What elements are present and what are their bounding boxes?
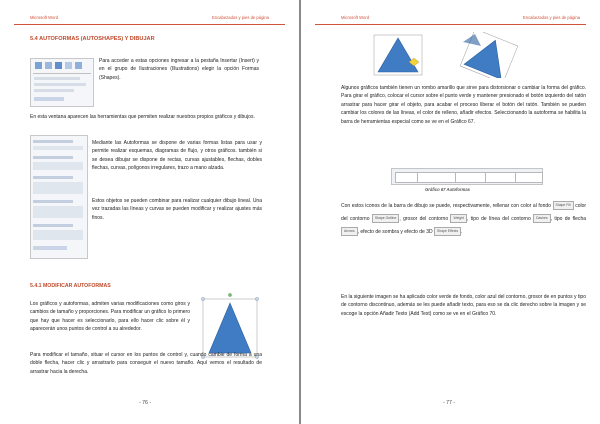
shape-row [34,83,86,86]
chart-icon [75,62,82,69]
para2-part-d: tipo de línea del contorno [470,216,531,222]
header-rule [315,24,586,25]
shape-outline-button[interactable]: Shape Outline [372,214,400,223]
gallery-heading [33,140,73,143]
paragraph-3: En la siguiente imagen se ha aplicado color verde de fondo, color azul del contorno, grosor de en puntos y tipo de contorno discontinuo, además se les puede añadir texto, para eso se da clic derecho sobre la imagen y se escoge la opción Añadir Texto (Add Text) como se ve en el Gráfico 70. [341,294,586,317]
gallery-heading [33,200,73,203]
para2-part-c: grosor del contorno [403,216,449,222]
para2-part-a: Con estos iconos de la barra de dibujo se puede, respectivamente, rellenar con color al fondo [341,203,551,209]
weight-button[interactable]: Weight [450,214,467,223]
clipart-icon [45,62,52,69]
gallery-row [33,146,83,150]
header-left: Microsoft Word [341,15,370,20]
dashes-button[interactable]: Dashes [533,214,551,223]
paragraph-1: Algunos gráficos también tienen un rombo amarillo que sirve para distorsionar o cambiar la forma del gráfico. Para girar el gráfico, colocar el cursor sobre el punto verde y mantener presionado el botón izquierdo del ratón arrastrar para hacer girar el objeto, para acabar el proceso liberar el botón del ratón. También se pueden cambiar los colores de las líneas, el color de relleno, añadir efectos. Seleccionando la autoforma se habilita la barra de herramientas especial como se ve en el Gráfico 67. [341,85,586,125]
gallery-heading [33,176,73,179]
toolbar-shadow-effects[interactable] [455,172,487,183]
shape-effects-button[interactable]: Shape Effects [434,227,461,236]
para2-part-f: , efecto de sombra y efecto de 3D [357,229,433,235]
rotation-handle[interactable] [228,293,231,296]
gallery-row [33,230,83,240]
right-page [301,0,600,424]
gallery-row [33,206,83,218]
subsection-title: 5.4.1 MODIFICAR AUTOFORMAS [30,283,111,289]
figure-caption: Gráfico 67 Autoformas [425,187,470,192]
paragraph-2: En esta ventana aparecen las herramientas que permiten realizar nuestros propios gráficos y dibujos. [30,114,255,120]
shape-fill-button[interactable]: Shape Fill [553,201,574,210]
paragraph-5a: Los gráficos y autoformas, admiten varias modificaciones como giros y cambios de tamaño y proporciones. Para modificar un gráfico lo primero que hay que hacer es seleccionarlo, para ello hacer clic sobre él y aparecerán unos puntos de control a su alrededor. [30,301,190,333]
toolbar-shape-gallery[interactable] [395,172,419,183]
shape-row [34,89,74,92]
insert-ribbon-thumbnail [30,58,94,107]
control-point[interactable] [255,297,258,300]
new-canvas-row [34,97,64,101]
control-point[interactable] [201,297,204,300]
gallery-row [33,162,83,170]
header-left: Microsoft Word [30,15,59,20]
page-number: - 76 - [139,400,152,406]
header-right: Encabezados y pies de página [522,15,580,20]
paragraph-3: Mediante las Autoformas se dispone de varias formas listas para usar y permite realizar esquemas, diagramas de flujo, y otros gráficos. también si se desea dibujar se dispone de rectas, curvas ajustables, flechas, dobles flechas, curvas, polígonos irregulares, trazo a mano alzada. [92,140,262,172]
arrows-button[interactable]: Arrows [341,227,358,236]
rotated-shapes-figure [371,32,521,78]
shapes-icon [55,62,62,69]
gallery-heading [33,156,73,159]
shape-row [34,77,80,80]
header-right: Encabezados y pies de página [211,15,269,20]
toolbar-3d-effects[interactable] [485,172,517,183]
intro-paragraph: Para acceder a estas opciones ingresar a la pestaña Insertar (Insert) y en el grupo de Ilustraciones (Illustrations) elegir la opción Formas (Shapes). [99,58,259,81]
picture-icon [35,62,42,69]
drawing-tools-toolbar [391,168,543,185]
triangle-shape [209,303,251,353]
para2-part-e: tipo de flecha [554,216,587,222]
header-rule [14,24,285,25]
triangle-shape [378,38,418,72]
toolbar-arrange[interactable] [515,172,543,183]
paragraph-2: Con estos iconos de la barra de dibujo se puede, respectivamente, rellenar con color al fondo Shape Fill color del contorno Shape Outline , grosor del contorno Weight , tipo de línea del contorno Dashes , tipo de flecha Arrows , efecto de sombra y efecto de 3D Shape Effects . [341,203,587,235]
ribbon-divider [33,73,91,74]
gallery-heading [33,224,73,227]
paragraph-4: Estos objetos se pueden combinar para realizar cualquier dibujo lineal. Una vez trazadas las líneas y curvas se pueden modificar y realizar ajustes más finos. [92,198,262,221]
toolbar-shape-styles[interactable] [417,172,457,183]
para2-part-b: color del contorno [341,203,587,222]
new-canvas-row [33,246,67,250]
page-number: - 77 - [443,400,456,406]
rotated-shadow-shape [463,34,481,46]
gallery-row [33,182,83,194]
left-page [0,0,299,424]
section-title: 5.4 AUTOFORMAS (AUTOSHAPES) Y DIBUJAR [30,36,155,42]
paragraph-5b: Para modificar el tamaño, situar el cursor en los puntos de control y, cuando cambie de forma a una doble flecha, hacer clic y arrastrarlo para conseguir el nuevo tamaño. Aquí vemos el resultado de arrastrar hacia la derecha. [30,352,262,375]
shapes-gallery-thumbnail [30,135,88,259]
smartart-icon [65,62,72,69]
